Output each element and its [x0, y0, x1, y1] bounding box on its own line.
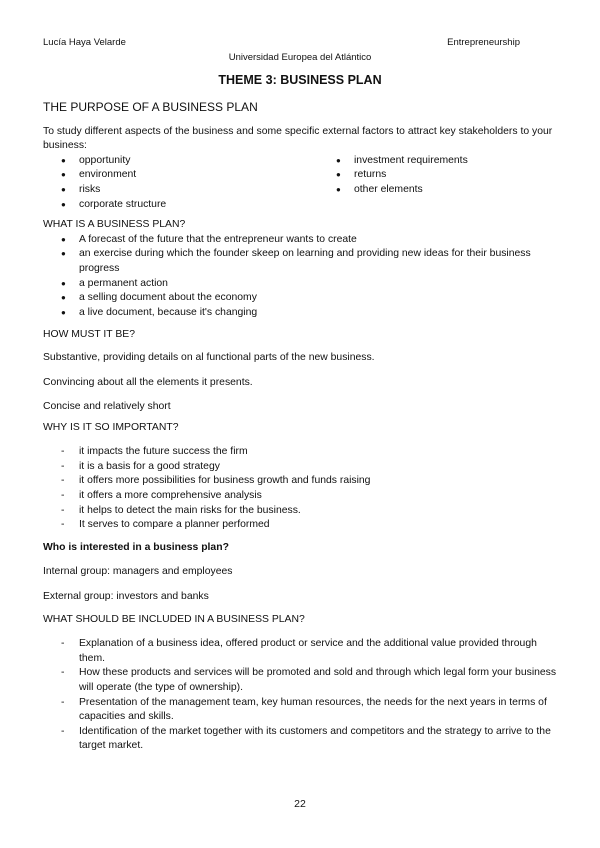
- list-item: ● opportunity: [61, 154, 318, 169]
- header-author: Lucía Haya Velarde: [43, 37, 126, 48]
- list-item: - Identification of the market together with its customers and competitors and the strategy to arrive to the target market.: [61, 725, 558, 754]
- why-important-heading: WHY IS IT SO IMPORTANT?: [43, 421, 179, 433]
- list-item: - it offers a more comprehensive analysis: [61, 489, 558, 504]
- how-must-heading: HOW MUST IT BE?: [43, 329, 135, 341]
- list-item: ● a selling document about the economy: [61, 291, 558, 306]
- list-item: - it impacts the future success the firm: [61, 445, 558, 460]
- list-item: ● risks: [61, 183, 318, 198]
- interested-internal: Internal group: managers and employees: [43, 566, 233, 578]
- list-item: - Presentation of the management team, key human resources, the needs for the next years in terms of capacities and skills.: [61, 696, 558, 725]
- page-title: THEME 3: BUSINESS PLAN: [218, 73, 382, 87]
- list-item: ● corporate structure: [61, 198, 318, 213]
- list-item: - It serves to compare a planner performed: [61, 518, 558, 533]
- list-item: - it is a basis for a good strategy: [61, 460, 558, 475]
- list-item: ● environment: [61, 168, 318, 183]
- list-item: ● other elements: [336, 183, 558, 198]
- list-item: ● returns: [336, 168, 558, 183]
- list-item: ● investment requirements: [336, 154, 558, 169]
- list-item: ● a permanent action: [61, 277, 558, 292]
- what-is-list: [43, 233, 558, 321]
- purpose-list: [43, 154, 558, 212]
- how-must-p2: Convincing about all the elements it presents.: [43, 376, 253, 388]
- interested-heading: Who is interested in a business plan?: [43, 541, 229, 553]
- purpose-heading: THE PURPOSE OF A BUSINESS PLAN: [43, 100, 258, 114]
- purpose-intro: To study different aspects of the business and some specific external factors to attract key stakeholders to your business:: [43, 125, 553, 152]
- how-must-p1: Substantive, providing details on al functional parts of the new business.: [43, 351, 375, 363]
- why-important-list: [43, 445, 558, 533]
- list-item: ● a live document, because it's changing: [61, 306, 558, 321]
- list-item: - How these products and services will be promoted and sold and through which legal form your business will operate (the type of ownership).: [61, 666, 558, 695]
- page-number: 22: [294, 798, 306, 810]
- included-list: [43, 637, 558, 754]
- list-item: ● A forecast of the future that the entrepreneur wants to create: [61, 233, 558, 248]
- what-is-heading: WHAT IS A BUSINESS PLAN?: [43, 219, 186, 231]
- list-item: - it offers more possibilities for business growth and funds raising: [61, 474, 558, 489]
- included-heading: WHAT SHOULD BE INCLUDED IN A BUSINESS PLAN?: [43, 613, 305, 625]
- document-body: [43, 100, 558, 754]
- interested-external: External group: investors and banks: [43, 591, 209, 603]
- how-must-p3: Concise and relatively short: [43, 401, 171, 413]
- header-subject: Entrepreneurship: [447, 37, 520, 48]
- list-item: - Explanation of a business idea, offered product or service and the additional value provided through them.: [61, 637, 558, 666]
- list-item: ● an exercise during which the founder skeep on learning and providing new ideas for their business progress: [61, 247, 558, 276]
- list-item: - it helps to detect the main risks for the business.: [61, 504, 558, 519]
- header-university: Universidad Europea del Atlántico: [228, 52, 372, 63]
